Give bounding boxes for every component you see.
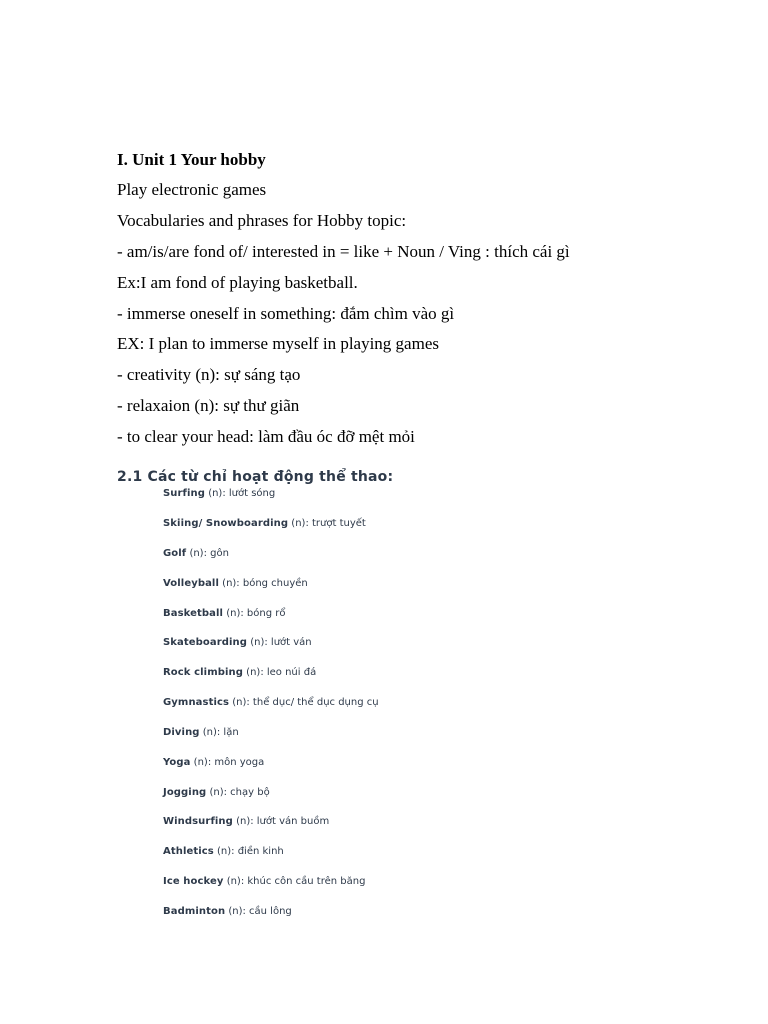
paragraph-creativity: - creativity (n): sự sáng tạo bbox=[117, 365, 301, 385]
sport-name: Skateboarding bbox=[163, 637, 248, 649]
paragraph-relaxation: - relaxaion (n): sự thư giãn bbox=[117, 396, 300, 416]
list-item bbox=[163, 607, 737, 637]
list-item bbox=[163, 875, 737, 905]
sport-name: Badminton bbox=[163, 905, 226, 917]
paragraph-fond-of: - am/is/are fond of/ interested in = like + Noun / Ving : thích cái gì bbox=[117, 241, 570, 261]
sport-definition: (n): bóng chuyền bbox=[218, 577, 308, 589]
paragraph-vocab-intro: Vocabularies and phrases for Hobby topic: bbox=[117, 210, 407, 230]
sport-name: Athletics bbox=[163, 846, 214, 858]
list-item bbox=[163, 666, 737, 696]
sport-name: Diving bbox=[163, 726, 200, 738]
sport-name: Yoga bbox=[163, 756, 191, 768]
list-item bbox=[163, 696, 737, 726]
sport-definition: (n): gôn bbox=[186, 547, 229, 559]
sport-definition: (n): bóng rổ bbox=[223, 607, 286, 619]
list-item bbox=[163, 547, 737, 577]
paragraph-hobby: Play electronic games bbox=[117, 180, 267, 199]
document-page bbox=[117, 148, 737, 935]
sport-definition: (n): môn yoga bbox=[190, 756, 265, 768]
sport-definition: (n): lướt sóng bbox=[205, 488, 276, 500]
list-item bbox=[163, 786, 737, 816]
sport-definition: (n): lướt ván buồm bbox=[232, 816, 330, 828]
paragraph-example-fond: Ex:I am fond of playing basketball. bbox=[117, 272, 358, 292]
paragraph-example-immerse: EX: I plan to immerse myself in playing games bbox=[117, 334, 439, 354]
sport-name: Surfing bbox=[163, 488, 206, 500]
sport-name: Volleyball bbox=[163, 577, 219, 589]
paragraph-clear-head: - to clear your head: làm đầu óc đỡ mệt mỏi bbox=[117, 427, 415, 447]
list-item bbox=[163, 845, 737, 875]
sport-name: Ice hockey bbox=[163, 876, 224, 888]
sport-definition: (n): cầu lông bbox=[225, 905, 292, 917]
sport-name: Windsurfing bbox=[163, 816, 233, 828]
sport-name: Skiing/ Snowboarding bbox=[163, 517, 289, 529]
list-item bbox=[163, 636, 737, 666]
sport-definition: (n): trượt tuyết bbox=[288, 517, 366, 529]
sport-definition: (n): lặn bbox=[199, 726, 239, 738]
sport-definition: (n): điền kinh bbox=[213, 846, 284, 858]
list-item bbox=[163, 577, 737, 607]
list-item bbox=[163, 517, 737, 547]
sport-definition: (n): khúc côn cầu trên băng bbox=[223, 876, 366, 888]
document-heading: I. Unit 1 Your hobby bbox=[117, 150, 266, 169]
list-item bbox=[163, 726, 737, 756]
sport-definition: (n): chạy bộ bbox=[206, 786, 270, 798]
sport-definition: (n): leo núi đá bbox=[243, 667, 317, 679]
paragraph-immerse: - immerse oneself in something: đắm chìm vào gì bbox=[117, 303, 455, 323]
sport-name: Basketball bbox=[163, 607, 224, 619]
sport-name: Jogging bbox=[163, 786, 207, 798]
list-item bbox=[163, 487, 737, 517]
sport-name: Rock climbing bbox=[163, 667, 243, 679]
sports-vocabulary-list bbox=[117, 487, 737, 935]
sport-name: Golf bbox=[163, 547, 187, 559]
section-title-sports: 2.1 Các từ chỉ hoạt động thể thao: bbox=[117, 469, 394, 486]
list-item bbox=[163, 815, 737, 845]
sport-definition: (n): thể dục/ thể dục dụng cụ bbox=[229, 697, 379, 709]
list-item bbox=[163, 905, 737, 935]
sport-name: Gymnastics bbox=[163, 697, 230, 709]
list-item bbox=[163, 756, 737, 786]
sport-definition: (n): lướt ván bbox=[247, 637, 312, 649]
